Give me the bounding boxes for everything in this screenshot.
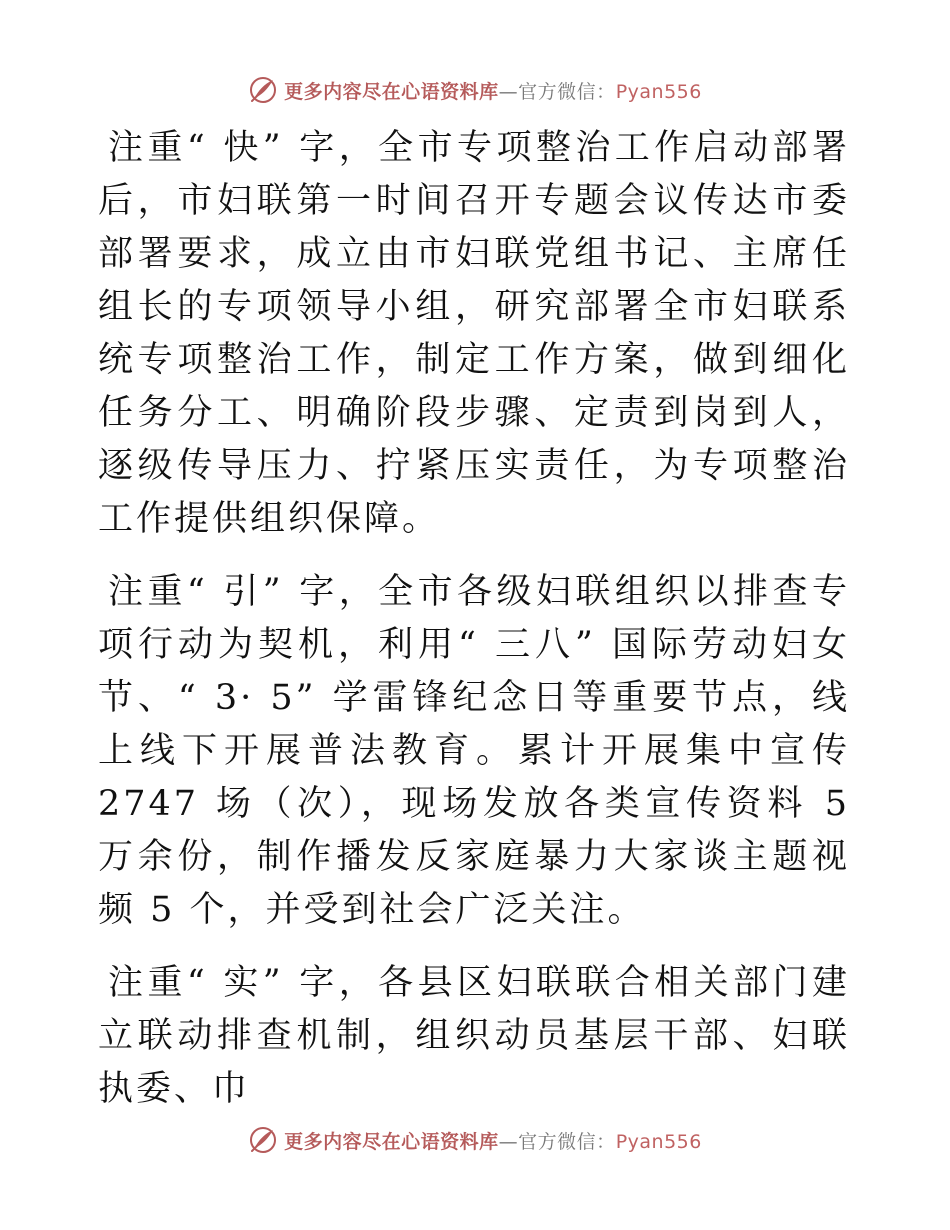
watermark-text <box>284 77 702 104</box>
watermark-wechat-label: 官方微信： <box>518 1130 616 1153</box>
watermark-site-text: 更多内容尽在心语资料库 <box>284 80 499 103</box>
watermark-wechat-id: Pyan556 <box>615 1130 702 1153</box>
watermark-text <box>284 1127 702 1154</box>
watermark-separator: — <box>498 1130 519 1153</box>
header-watermark <box>0 72 950 108</box>
feather-pen-icon <box>248 75 278 105</box>
paragraph-yin: 注重“ 引” 字，全市各级妇联组织以排查专项行动为契机，利用“ 三八” 国际劳动妇女节、“ 3· 5” 学雷锋纪念日等重要节点，线上线下开展普法教育。累计开展集中宣传 2747 场（次），现场发放各类宣传资料 5 万余份，制作播发反家庭暴力大家谈主题视频 5 个，并受到社会广泛关注。 <box>98 572 850 930</box>
paragraph-shi: 注重“ 实” 字，各县区妇联联合相关部门建立联动排查机制，组织动员基层干部、妇联执委、巾 <box>98 963 850 1109</box>
watermark-wechat-label: 官方微信： <box>518 80 616 103</box>
footer-watermark <box>0 1122 950 1158</box>
watermark-site-text: 更多内容尽在心语资料库 <box>284 1130 499 1153</box>
watermark-separator: — <box>498 80 519 103</box>
watermark-wechat-id: Pyan556 <box>615 80 702 103</box>
paragraph-kuai: 注重“ 快” 字，全市专项整治工作启动部署后，市妇联第一时间召开专题会议传达市委部署要求，成立由市妇联党组书记、主席任组长的专项领导小组，研究部署全市妇联系统专项整治工作，制定工作方案，做到细化任务分工、明确阶段步骤、定责到岗到人，逐级传导压力、拧紧压实责任，为专项整治工作提供组织保障。 <box>98 128 850 539</box>
feather-pen-icon <box>248 1125 278 1155</box>
document-body <box>98 122 850 1136</box>
